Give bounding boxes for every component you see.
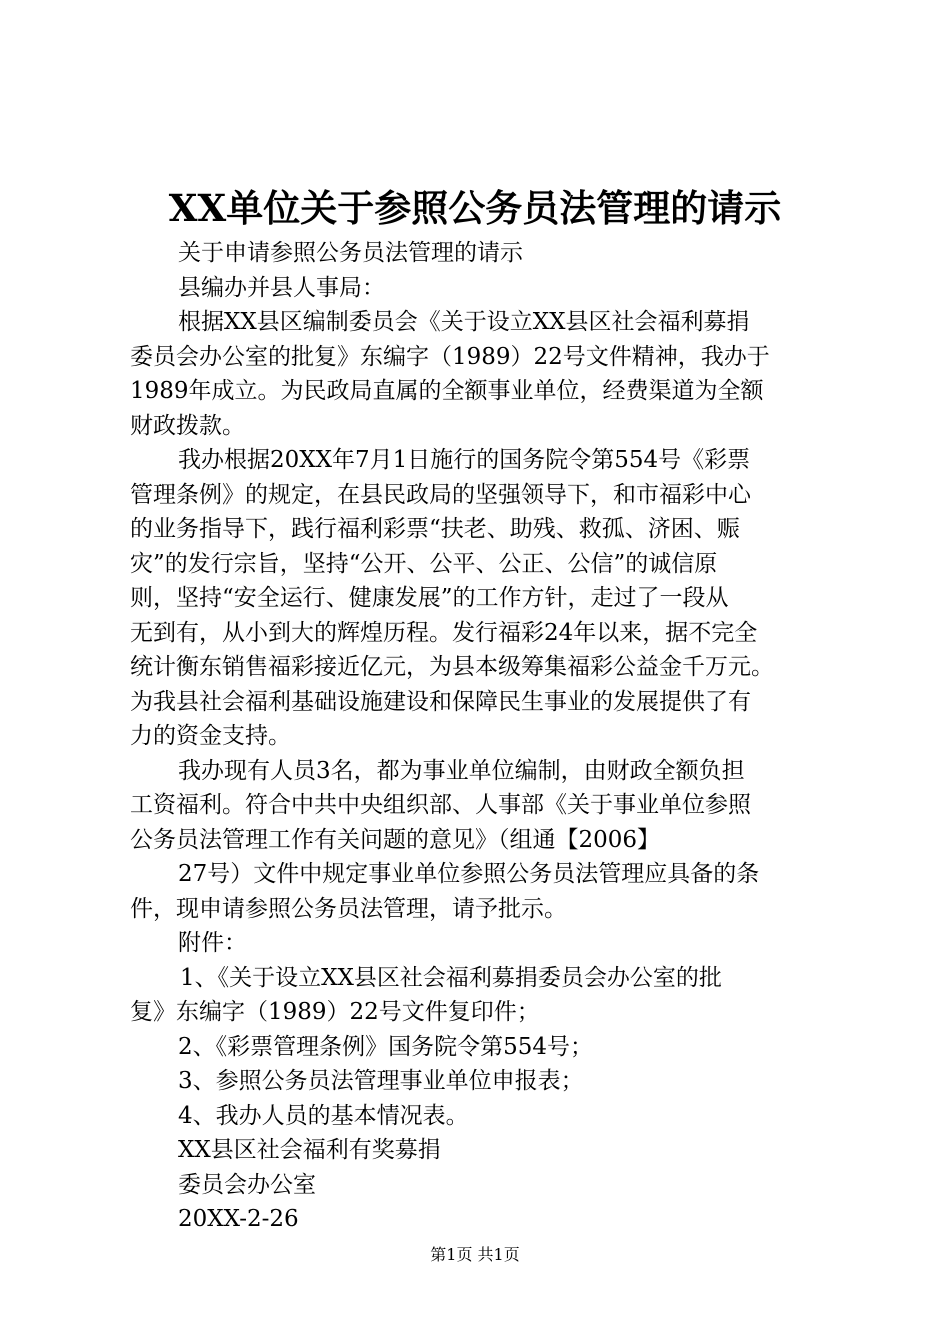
attachments-heading: 附件： bbox=[178, 930, 247, 956]
paragraph-1-line-4: 财政拨款。 bbox=[130, 412, 245, 439]
attachment-item-1: 1、《关于设立XX县区社会福利募捐委员会办公室的批 bbox=[180, 964, 722, 991]
paragraph-2-line-1: 我办根据20XX年7月1日施行的国务院令第554号《彩票 bbox=[178, 447, 751, 473]
signature-date: 20XX-2-26 bbox=[178, 1206, 299, 1232]
document-title: XX单位关于参照公务员法管理的请示 bbox=[168, 186, 782, 230]
document-body bbox=[130, 236, 830, 1237]
paragraph-2-line-2: 管理条例》的规定，在县民政局的坚强领导下，和市福彩中心 bbox=[130, 481, 751, 508]
attachment-item-3: 3、参照公务员法管理事业单位申报表； bbox=[178, 1068, 584, 1094]
paragraph-3-line-4: 27号）文件中规定事业单位参照公务员法管理应具备的条 bbox=[178, 861, 760, 887]
paragraph-1-line-3: 1989年成立。为民政局直属的全额事业单位，经费渠道为全额 bbox=[130, 378, 764, 404]
paragraph-2-line-4: 灾”的发行宗旨，坚持“公开、公平、公正、公信”的诚信原 bbox=[130, 550, 718, 577]
paragraph-2-line-5: 则，坚持“安全运行、健康发展”的工作方针，走过了一段从 bbox=[130, 585, 729, 611]
paragraph-2-line-6: 无到有，从小到大的辉煌历程。发行福彩24年以来，据不完全 bbox=[130, 619, 758, 646]
addressee-line: 县编办并县人事局： bbox=[178, 274, 385, 301]
paragraph-2-line-3: 的业务指导下，践行福利彩票“扶老、助残、救孤、济困、赈 bbox=[130, 516, 740, 542]
attachment-item-4: 4、我办人员的基本情况表。 bbox=[178, 1102, 469, 1129]
page-footer: 第1页 共1页 bbox=[430, 1245, 520, 1264]
paragraph-1-line-2: 委员会办公室的批复》东编字（1989）22号文件精神，我办于 bbox=[130, 343, 770, 370]
paragraph-3-line-1: 我办现有人员3名，都为事业单位编制，由财政全额负担 bbox=[178, 757, 745, 784]
paragraph-1-line-1: 根据XX县区编制委员会《关于设立XX县区社会福利募捐 bbox=[178, 309, 750, 335]
signature-org-line-1: XX县区社会福利有奖募捐 bbox=[178, 1137, 441, 1163]
paragraph-2-line-9: 力的资金支持。 bbox=[130, 723, 291, 749]
paragraph-2-line-8: 为我县社会福利基础设施建设和保障民生事业的发展提供了有 bbox=[130, 688, 751, 715]
paragraph-3-line-5: 件，现申请参照公务员法管理，请予批示。 bbox=[130, 895, 567, 922]
paragraph-2-line-7: 统计衡东销售福彩接近亿元，为县本级筹集福彩公益金千万元。 bbox=[130, 654, 774, 680]
attachment-item-1-cont: 复》东编字（1989）22号文件复印件； bbox=[130, 999, 540, 1025]
subject-line: 关于申请参照公务员法管理的请示 bbox=[178, 240, 523, 266]
paragraph-3-line-2: 工资福利。符合中共中央组织部、人事部《关于事业单位参照 bbox=[130, 792, 751, 818]
signature-org-line-2: 委员会办公室 bbox=[178, 1171, 316, 1198]
attachment-item-2: 2、《彩票管理条例》国务院令第554号； bbox=[178, 1033, 594, 1060]
paragraph-3-line-3: 公务员法管理工作有关问题的意见》（组通【2006】 bbox=[130, 826, 661, 853]
